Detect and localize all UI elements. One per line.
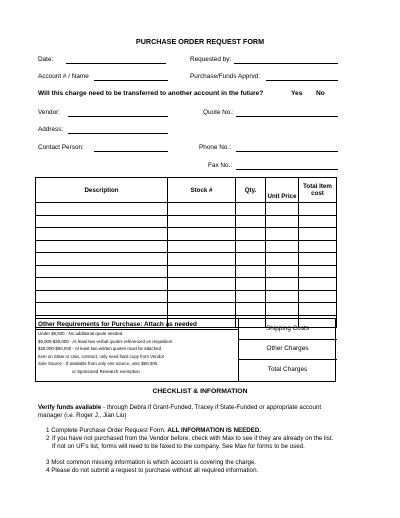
address-field[interactable]	[68, 133, 168, 134]
checklist-item	[46, 435, 338, 450]
checklist-number: 4	[46, 467, 50, 474]
checklist-number: 3	[46, 459, 50, 466]
requirement-line: Under $5,000 - No additional quote needed	[38, 331, 123, 336]
requirements-list	[36, 319, 239, 381]
checklist-item	[46, 427, 338, 435]
items-table	[35, 177, 337, 328]
date-label: Date:	[38, 56, 54, 63]
verify-funds-text: - through Debra if Grant-Funded, Tracey if State-Funded or appropriate account manager (i.e. Roger J., Jian Liu)	[38, 404, 322, 419]
requirement-line: Sole Source - If available from only one source, over $50,000,	[38, 361, 159, 367]
contact-person-label: Contact Person:	[38, 144, 84, 151]
unit-price-header: Unit Price	[266, 178, 299, 203]
transfer-question: Will this charge need to be transferred to another account in the future?	[38, 90, 264, 97]
account-label: Account # / Name	[38, 73, 89, 80]
table-row[interactable]	[36, 290, 337, 303]
table-row[interactable]	[36, 278, 337, 291]
requested-by-label: Requested by:	[190, 56, 232, 63]
account-field[interactable]	[94, 80, 168, 81]
requirement-line: $5,000-$25,000 - At least two verbal quotes referenced on requisition	[38, 338, 173, 344]
shipping-costs-label: Shipping Costs	[266, 325, 309, 332]
total-item-cost-header: Total Item cost	[299, 178, 337, 203]
checklist-bold: ALL INFORMATION IS NEEDED.	[167, 427, 262, 434]
total-charges-label: Total Charges	[267, 366, 308, 373]
checklist-item	[46, 459, 338, 467]
items-table-header	[36, 178, 337, 203]
vendor-field[interactable]	[68, 116, 168, 117]
phone-no-field[interactable]	[236, 151, 338, 152]
stock-header: Stock #	[168, 178, 236, 203]
table-row[interactable]	[36, 253, 337, 266]
page-title: PURCHASE ORDER REQUEST FORM	[135, 37, 265, 46]
checklist-heading: CHECKLIST & INFORMATION	[152, 388, 248, 395]
fax-no-field[interactable]	[236, 169, 338, 170]
table-row[interactable]	[36, 203, 337, 216]
checklist-item	[46, 467, 338, 475]
checklist-text: Complete Purchase Order Request Form.	[51, 427, 168, 434]
vendor-label: Vendor:	[38, 109, 61, 116]
table-row[interactable]	[36, 265, 337, 278]
requirements-heading: Other Requirements for Purchase: Attach as needed	[36, 319, 238, 330]
checklist-text: Please do not submit a request to purchase without all required information.	[51, 467, 259, 474]
phone-no-label: Phone No.:	[199, 144, 231, 151]
checklist-number: 2	[46, 435, 50, 442]
requirement-line: or Sponsored Research exemption	[72, 368, 140, 374]
transfer-yes[interactable]: Yes	[291, 90, 303, 97]
transfer-no[interactable]: No	[316, 90, 325, 97]
quote-no-field[interactable]	[236, 116, 338, 117]
requested-by-field[interactable]	[234, 63, 338, 64]
verify-funds-bold: Verify funds available	[38, 404, 102, 411]
description-header: Description	[36, 178, 168, 203]
contact-person-field[interactable]	[94, 151, 168, 152]
checklist-text: If you have not purchased from the Vendor before, check with Max to see if they are already on the list. If not on UF's list, forms will need to be faxed to the company. See Max for forms to be used.	[52, 435, 334, 450]
verify-funds-note	[38, 404, 338, 419]
requirement-line: Item on State or Univ. contract, only need hard copy from Vendor	[38, 353, 165, 359]
table-row[interactable]	[36, 215, 337, 228]
quote-no-label: Quote No.:	[203, 109, 234, 116]
date-field[interactable]	[66, 63, 166, 64]
address-label: Address:	[38, 126, 64, 133]
table-row[interactable]	[36, 228, 337, 241]
other-charges-label: Other Charges	[266, 345, 309, 352]
purchase-funds-field[interactable]	[266, 80, 338, 81]
checklist-number: 1	[46, 427, 50, 434]
table-row[interactable]	[36, 303, 337, 316]
table-row[interactable]	[36, 240, 337, 253]
requirement-line: $25,000-$50,000 - At least two written quotes must be attached	[38, 346, 162, 352]
qty-header: Qty.	[236, 178, 266, 203]
purchase-funds-label: Purchase/Funds Apprvd:	[190, 73, 260, 80]
fax-no-label: Fax No.:	[208, 162, 233, 169]
requirements-block	[35, 318, 336, 382]
checklist-text: Most common missing information is which account is covering the charge.	[51, 459, 257, 466]
